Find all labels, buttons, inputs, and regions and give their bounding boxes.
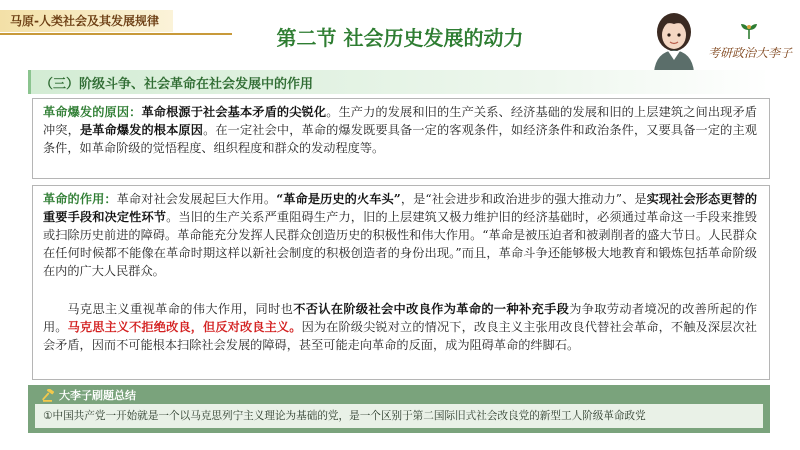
summary-panel	[28, 385, 770, 433]
body-text: 。生产力的发展和旧的生产关系、经济基础的发展和旧的上层建筑之间出现矛盾冲突，	[43, 105, 757, 137]
summary-content	[35, 404, 763, 428]
emphasis-text: 实现社会形态更替的重要手段和决定性环节	[43, 192, 758, 224]
body-text: 为争取劳动者境况的改善所起的作用。	[43, 302, 758, 334]
body-text: 。在一定社会中，革命的爆发既要具备一定的客观条件，如经济条件和政治条件，又要具备一定的主观条件，如革命阶级的觉悟程度、组织程度和群众的发动程度等。	[43, 123, 757, 155]
revolution-cause-box	[32, 98, 770, 179]
reform-paragraph	[43, 300, 757, 354]
body-text: 。当旧的生产关系严重阻碍生产力，旧的上层建筑又极力维护旧的经济基础时，必须通过革命这一手段来推毁或扫除历史前进的障碍。革命能充分发挥人民群众创造历史的积极性和伟大作用。“革命是被压迫者和被剥削者的盛大节日。人民群众在任何时候都不能像在革命时期这样以新社会制度的积极创造者的身份出现。”而且，革命斗争还能够极大地教育和锻炼包括革命阶级在内的广大人民群众。	[43, 210, 757, 278]
revolution-cause-label: 革命爆发的原因：	[43, 105, 142, 119]
highlight-text: 马克思主义不拒绝改良，但反对改良主义。	[67, 320, 302, 334]
summary-title: 大李子刷题总结	[59, 389, 136, 402]
revolution-cause-paragraph	[43, 103, 757, 157]
gavel-icon	[42, 389, 56, 402]
body-text: 因为在阶级尖锐对立的情况下，改良主义主张用改良代替社会革命，不触及深层次社会矛盾，因而不可能根本扫除社会发展的障碍，甚至可能走向革命的反面，成为阻碍革命的绊脚石。	[43, 320, 757, 352]
summary-text: ①中国共产党一开始就是一个以马克思列宁主义理论为基础的党，是一个区别于第二国际旧式社会改良党的新型工人阶级革命政党	[43, 410, 646, 422]
emphasis-text: 是革命爆发的根本原因	[79, 123, 204, 137]
body-text: 革命对社会发展起巨大作用。	[116, 192, 277, 206]
section-title: （三）阶级斗争、社会革命在社会发展中的作用	[40, 77, 314, 92]
brand-name: 考研政治大李子	[707, 46, 792, 60]
body-text: 马克思主义重视革命的伟大作用，同时也	[67, 302, 294, 316]
revolution-role-paragraph	[43, 190, 757, 280]
page-title: 第二节 社会历史发展的动力	[276, 26, 524, 50]
revolution-role-box	[32, 185, 770, 380]
body-text: ，是“社会进步和政治进步的强大推动力”、是	[400, 192, 647, 206]
brand-logo	[648, 8, 798, 74]
brand-block	[704, 22, 796, 70]
avatar-icon	[648, 8, 700, 72]
revolution-role-label: 革命的作用：	[43, 192, 117, 206]
brand-mark-icon	[738, 22, 760, 40]
emphasis-text: 革命根源于社会基本矛盾的尖锐化	[141, 105, 327, 119]
course-tag-label: 马原-人类社会及其发展规律	[0, 10, 173, 32]
emphasis-text: 不否认在阶级社会中改良作为革命的一种补充手段	[293, 302, 570, 316]
emphasis-text: “革命是历史的火车头”	[276, 192, 401, 206]
